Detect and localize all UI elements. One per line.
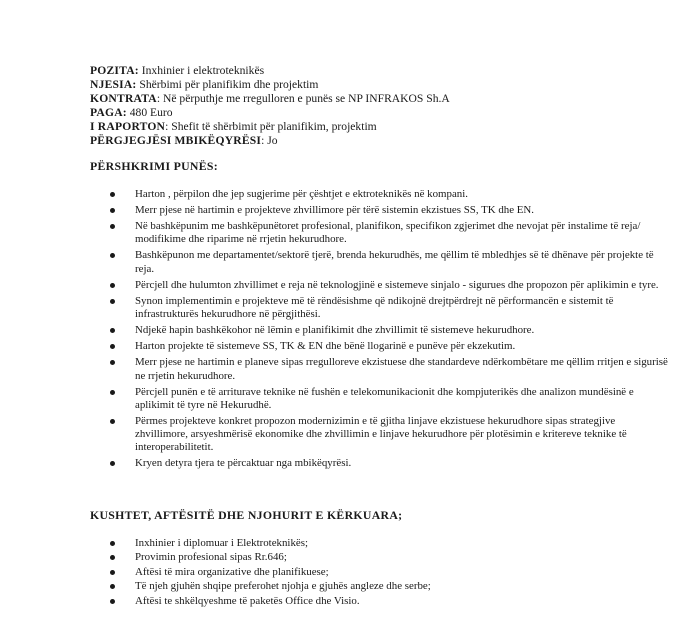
bullet-icon (110, 419, 115, 424)
list-item (108, 566, 668, 579)
list-item (108, 249, 668, 275)
bullet-icon (110, 584, 115, 589)
list-item (108, 295, 668, 321)
list-item (108, 188, 668, 201)
requirements-heading: KUSHTET, AFTËSITË DHE NJOHURIT E KËRKUARA; (90, 508, 403, 522)
list-item (108, 220, 668, 246)
field-reports-to (90, 120, 650, 134)
bullet-icon (110, 328, 115, 333)
list-item-text: Përcjell dhe hulumton zhvillimet e reja në teknologjinë e sistemeve sinjalo - sigurues dhe propozon për aplikimin e tyre. (135, 278, 659, 291)
field-position (90, 64, 650, 78)
bullet-icon (110, 360, 115, 365)
job-description-heading: PËRSHKRIMI PUNËS: (90, 159, 218, 173)
field-label: I RAPORTON (90, 120, 166, 133)
list-item (108, 457, 668, 470)
field-value: Shërbimi për planifikim dhe projektim (136, 78, 319, 91)
field-label: PËRGJEGJËSI MBIKËQYRËSI (90, 134, 262, 147)
bullet-icon (110, 344, 115, 349)
bullet-icon (110, 299, 115, 304)
list-item-text: Harton projekte të sistemeve SS, TK & EN dhe bënë llogarinë e punëve për ekzekutim. (135, 340, 516, 353)
bullet-icon (110, 599, 115, 604)
bullet-icon (110, 208, 115, 213)
bullet-icon (110, 283, 115, 288)
list-item-text: Në bashkëpunim me bashkëpunëtoret profesional, planifikon, specifikon zgjerimet dhe nevojat për instalime të reja/ modifikime dhe riparime në rrjetin hekurudhore. (135, 220, 641, 246)
list-item-text: Synon implementimin e projekteve më të rëndësishme që ndikojnë drejtpërdrejt në përformancën e sistemit të infrastrukturës hekurudhore në përgjithësi. (135, 294, 614, 321)
field-salary (90, 106, 650, 120)
list-item-text: Aftësi te shkëlqyeshme të paketës Office dhe Visio. (135, 594, 360, 607)
list-item-text: Kryen detyra tjera te përcaktuar nga mbikëqyrësi. (135, 457, 352, 470)
bullet-icon (110, 253, 115, 258)
requirements-list (108, 537, 668, 609)
list-item-text: Përmes projekteve konkret propozon modernizimin e të gjitha linjave ekzistuese hekurudhore sipas strategjive zhvillimore, arsyeshmërisë ekonomike dhe zhvillimin e linjave hekurudhore për plotësimin e kritereve teknike të interoperabilitetit. (135, 414, 627, 454)
field-unit (90, 78, 650, 92)
field-label: KONTRATA (90, 92, 157, 105)
list-item (108, 340, 668, 353)
list-item (108, 279, 668, 292)
list-item-text: Bashkëpunon me departamentet/sektorë tjerë, brenda hekurudhës, me qëllim të mbledhjes së të dhënave për projekte të reja. (135, 249, 654, 275)
field-supervisory-responsibility (90, 134, 650, 148)
bullet-icon (110, 555, 115, 560)
list-item-text: Aftësi të mira organizative dhe planifikuese; (135, 565, 329, 578)
bullet-icon (110, 224, 115, 229)
field-value: : Shefit të shërbimit për planifikim, projektim (165, 120, 377, 133)
list-item-text: Përcjell punën e të arriturave teknike në fushën e telekomunikacionit dhe kompjuterikës dhe analizon mundësinë e aplikimit të tyre në Hekurudhë. (135, 385, 634, 411)
bullet-icon (110, 570, 115, 575)
bullet-icon (110, 461, 115, 466)
list-item (108, 386, 668, 412)
bullet-icon (110, 541, 115, 546)
list-item-text: Harton , përpilon dhe jep sugjerime për çështjet e ektroteknikës në kompani. (135, 188, 468, 200)
field-value: Inxhinier i elektroteknikës (138, 64, 265, 77)
list-item (108, 356, 668, 382)
field-value: : Jo (261, 134, 278, 147)
list-item (108, 537, 668, 550)
list-item (108, 204, 668, 217)
field-label: POZITA: (90, 64, 139, 77)
list-item-text: Provimin profesional sipas Rr.646; (135, 551, 287, 564)
list-item (108, 595, 668, 608)
list-item-text: Merr pjese në hartimin e projekteve zhvillimore për tërë sistemin ekzistues SS, TK dhe EN. (135, 204, 535, 217)
field-value: : Në përputhje me rregulloren e punës se NP INFRAKOS Sh.A (156, 92, 450, 105)
bullet-icon (110, 192, 115, 197)
field-value: 480 Euro (126, 106, 173, 119)
job-description-list (108, 188, 668, 474)
list-item (108, 415, 668, 455)
field-contract (90, 92, 650, 106)
field-label: NJESIA: (90, 78, 137, 91)
bullet-icon (110, 390, 115, 395)
list-item-text: Ndjekë hapin bashkëkohor në lëmin e planifikimit dhe zhvillimit të sistemeve hekurudhore. (135, 324, 535, 337)
list-item-text: Merr pjese ne hartimin e planeve sipas rregulloreve ekzistuese dhe standardeve ndërkombëtare me qëllim rritjen e sigurisë ne rrjetin hekurudhore. (135, 356, 668, 382)
list-item (108, 324, 668, 337)
list-item (108, 580, 668, 593)
list-item-text: Të njeh gjuhën shqipe preferohet njohja e gjuhës angleze dhe serbe; (135, 580, 431, 593)
list-item-text: Inxhinier i diplomuar i Elektroteknikës; (135, 537, 309, 549)
list-item (108, 551, 668, 564)
job-header-fields (90, 64, 650, 148)
field-label: PAGA: (90, 106, 127, 119)
